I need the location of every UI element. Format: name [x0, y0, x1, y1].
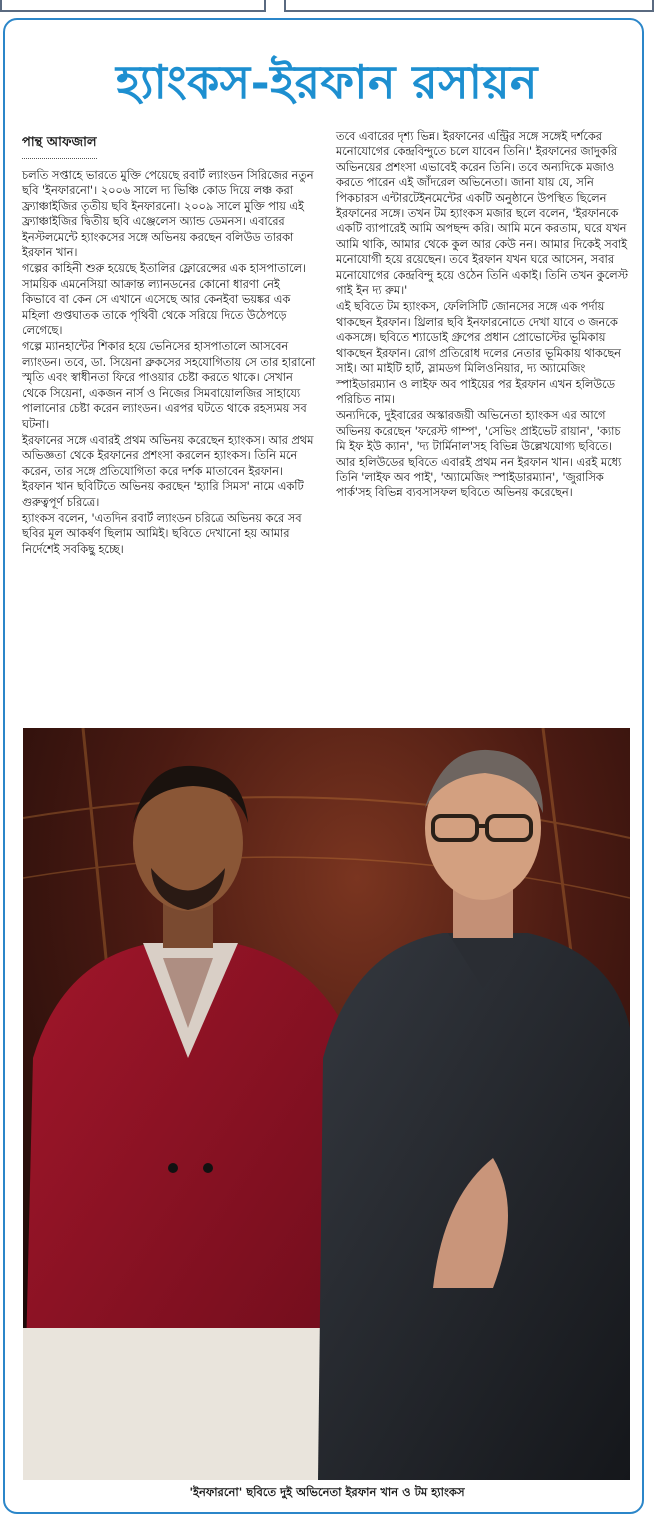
paragraph: গল্পে ম্যানহান্টের শিকার হয়ে ভেনিসের হাসপাতালে আসবেন ল্যাংডন। তবে, ডা. সিয়েনা ব্রুকসের সহযোগিতায় সে তার হারানো স্মৃতি এবং স্বাধীনতা ফিরে পাওয়ার চেষ্টা করতে থাকে। সেখান থেকে সিয়েনা, একজন নার্স ও নিজের সিমবায়োলজির সাহায্যে পালানোর চেষ্টা করেন ল্যাংডন। এরপর ঘটতে থাকে রহস্যময় সব ঘটনা। — [22, 340, 316, 431]
article-column-left — [22, 168, 316, 558]
article-column-right — [336, 129, 632, 502]
photo-caption: 'ইনফারনো' ছবিতে দুই অভিনেতা ইরফান খান ও টম হ্যাংকস — [189, 1485, 465, 1499]
paragraph: চলতি সপ্তাহে ভারতে মুক্তি পেয়েছে রবার্ট ল্যাংডন সিরিজের নতুন ছবি 'ইনফারনো'। ২০০৬ সালে দ্য ভিঞ্চি কোড দিয়ে লঞ্চ করা ফ্র্যাঞ্চাইজির তৃতীয় ছবি ইনফারনো। ২০০৯ সালে মুক্তি পায় এই ফ্র্যাঞ্চাইজির দ্বিতীয় ছবি এঞ্জেলেস অ্যান্ড ডেমনস। এবারের ইনস্টলমেন্টে হ্যাংকসের সঙ্গে অভিনয় করছেন বলিউড তারকা ইরফান খান। — [22, 169, 314, 260]
paragraph: গল্পের কাহিনী শুরু হয়েছে ইতালির ফ্লোরেন্সের এক হাসপাতালে। সাময়িক এমনেসিয়া আক্রান্ত ল্যানডনের কোনো ধারণা নেই কিভাবে বা কেন সে এখানে এসেছে আর কেনইবা ভয়ঙ্কর এক মহিলা গুপ্তঘাতক তাকে পৃথিবী থেকে সরিয়ে দিতে উঠেপড়ে লেগেছে। — [22, 262, 307, 338]
paragraph: এই ছবিতে টম হ্যাংকস, ফেলিসিটি জোনসের সঙ্গে এক পর্দায় থাকছেন ইরফান। থ্রিলার ছবি ইনফারনোতে দেখা যাবে ৩ জনকে একসঙ্গে। ছবিতে শ্যাডোই গ্রুপের প্রধান প্রোভোস্টের ভূমিকায় থাকছেন ইরফান। রোগ প্রতিরোধ দলের নেতার ভূমিকায় থাকছেন সাই। আ মাইটি হার্ট, স্লামডগ মিলিওনিয়ার, দ্য অ্যামেজিং স্পাইডারম্যান ও লাইফ অব পাইয়ের পর ইরফান এখন হলিউডে পরিচিত নাম। — [336, 300, 621, 406]
paragraph: তবে এবারের দৃশ্য ভিন্ন। ইরফানের এন্ট্রির সঙ্গে সঙ্গেই দর্শকের মনোযোগের কেন্দ্রবিন্দুতে চলে যাবেন তিনি।' ইরফানের জাদুকরি অভিনয়ের প্রশংসা এভাবেই করেন তিনি। তবে অন্যদিকে মজাও করতে পারেন এই জাঁদরেল অভিনেতা। জানা যায় যে, সনি পিকচারস এন্টারটেইনমেন্টের একটি অনুষ্ঠানে উপস্থিত ছিলেন ইরফানের সঙ্গে। তখন টম হ্যাংকস মজার ছলে বলেন, 'ইরফানকে একটি ব্যাপারেই আমি অপছন্দ করি। আমি মনে করতাম, ঘরে যখন আমি থাকি, আমার থেকে কুল আর কেউ নন। আমার দিকেই সবাই মনোযোগী হয়ে রয়েছেন। তবে ইরফান যখন ঘরে আসেন, সবার মনোযোগের কেন্দ্রবিন্দু হয়ে ওঠেন তিনি একাই। তিনি তখন কুলেস্ট গাই ইন দ্য রুম।' — [336, 130, 628, 298]
paragraph: হ্যাংকস বলেন, 'এতদিন রবার্ট ল্যাংডন চরিত্রে অভিনয় করে সব ছবির মূল আকর্ষণ ছিলাম আমিই। ছবিতে দেখানো হয় আমার নির্দেশেই সবকিছু হচ্ছে। — [22, 511, 302, 556]
byline: পান্থ আফজাল — [22, 133, 97, 159]
article-photo — [23, 728, 630, 1480]
paragraph: ইরফানের সঙ্গে এবারই প্রথম অভিনয় করেছেন হ্যাংকস। আর প্রথম অভিজ্ঞতা থেকে ইরফানের প্রশংসা করলেন হ্যাংকস। তিনি মনে করেন, তার সঙ্গে প্রতিযোগিতা করে দর্শক মাতাবেন ইরফান। ইরফান খান ছবিটিতে অভিনয় করছেন 'হ্যারি সিমস' নামে একটি গুরুত্বপূর্ণ চরিত্রে। — [22, 433, 314, 509]
paragraph: অন্যদিকে, দুইবারের অস্কারজয়ী অভিনেতা হ্যাংকস এর আগে অভিনয় করেছেন 'ফরেস্ট গাম্প', 'সেভিং প্রাইভেট রায়ান', 'ক্যাচ মি ইফ ইউ ক্যান', 'দ্য টার্মিনাল'সহ বিভিন্ন উল্লেখযোগ্য ছবিতে। আর হলিউডের ছবিতে এবারই প্রথম নন ইরফান খান। এরই মধ্যে তিনি 'লাইফ অব পাই', 'অ্যামেজিং স্পাইডারম্যান', 'জুরাসিক পার্ক'সহ বিভিন্ন ব্যবসাসফল ছবিতে অভিনয় করেছেন। — [336, 409, 622, 500]
top-strip-right — [284, 0, 654, 12]
top-strip-left — [0, 0, 266, 12]
top-strip — [0, 0, 654, 12]
article-headline: হ্যাংকস-ইরফান রসায়ন — [115, 55, 539, 109]
